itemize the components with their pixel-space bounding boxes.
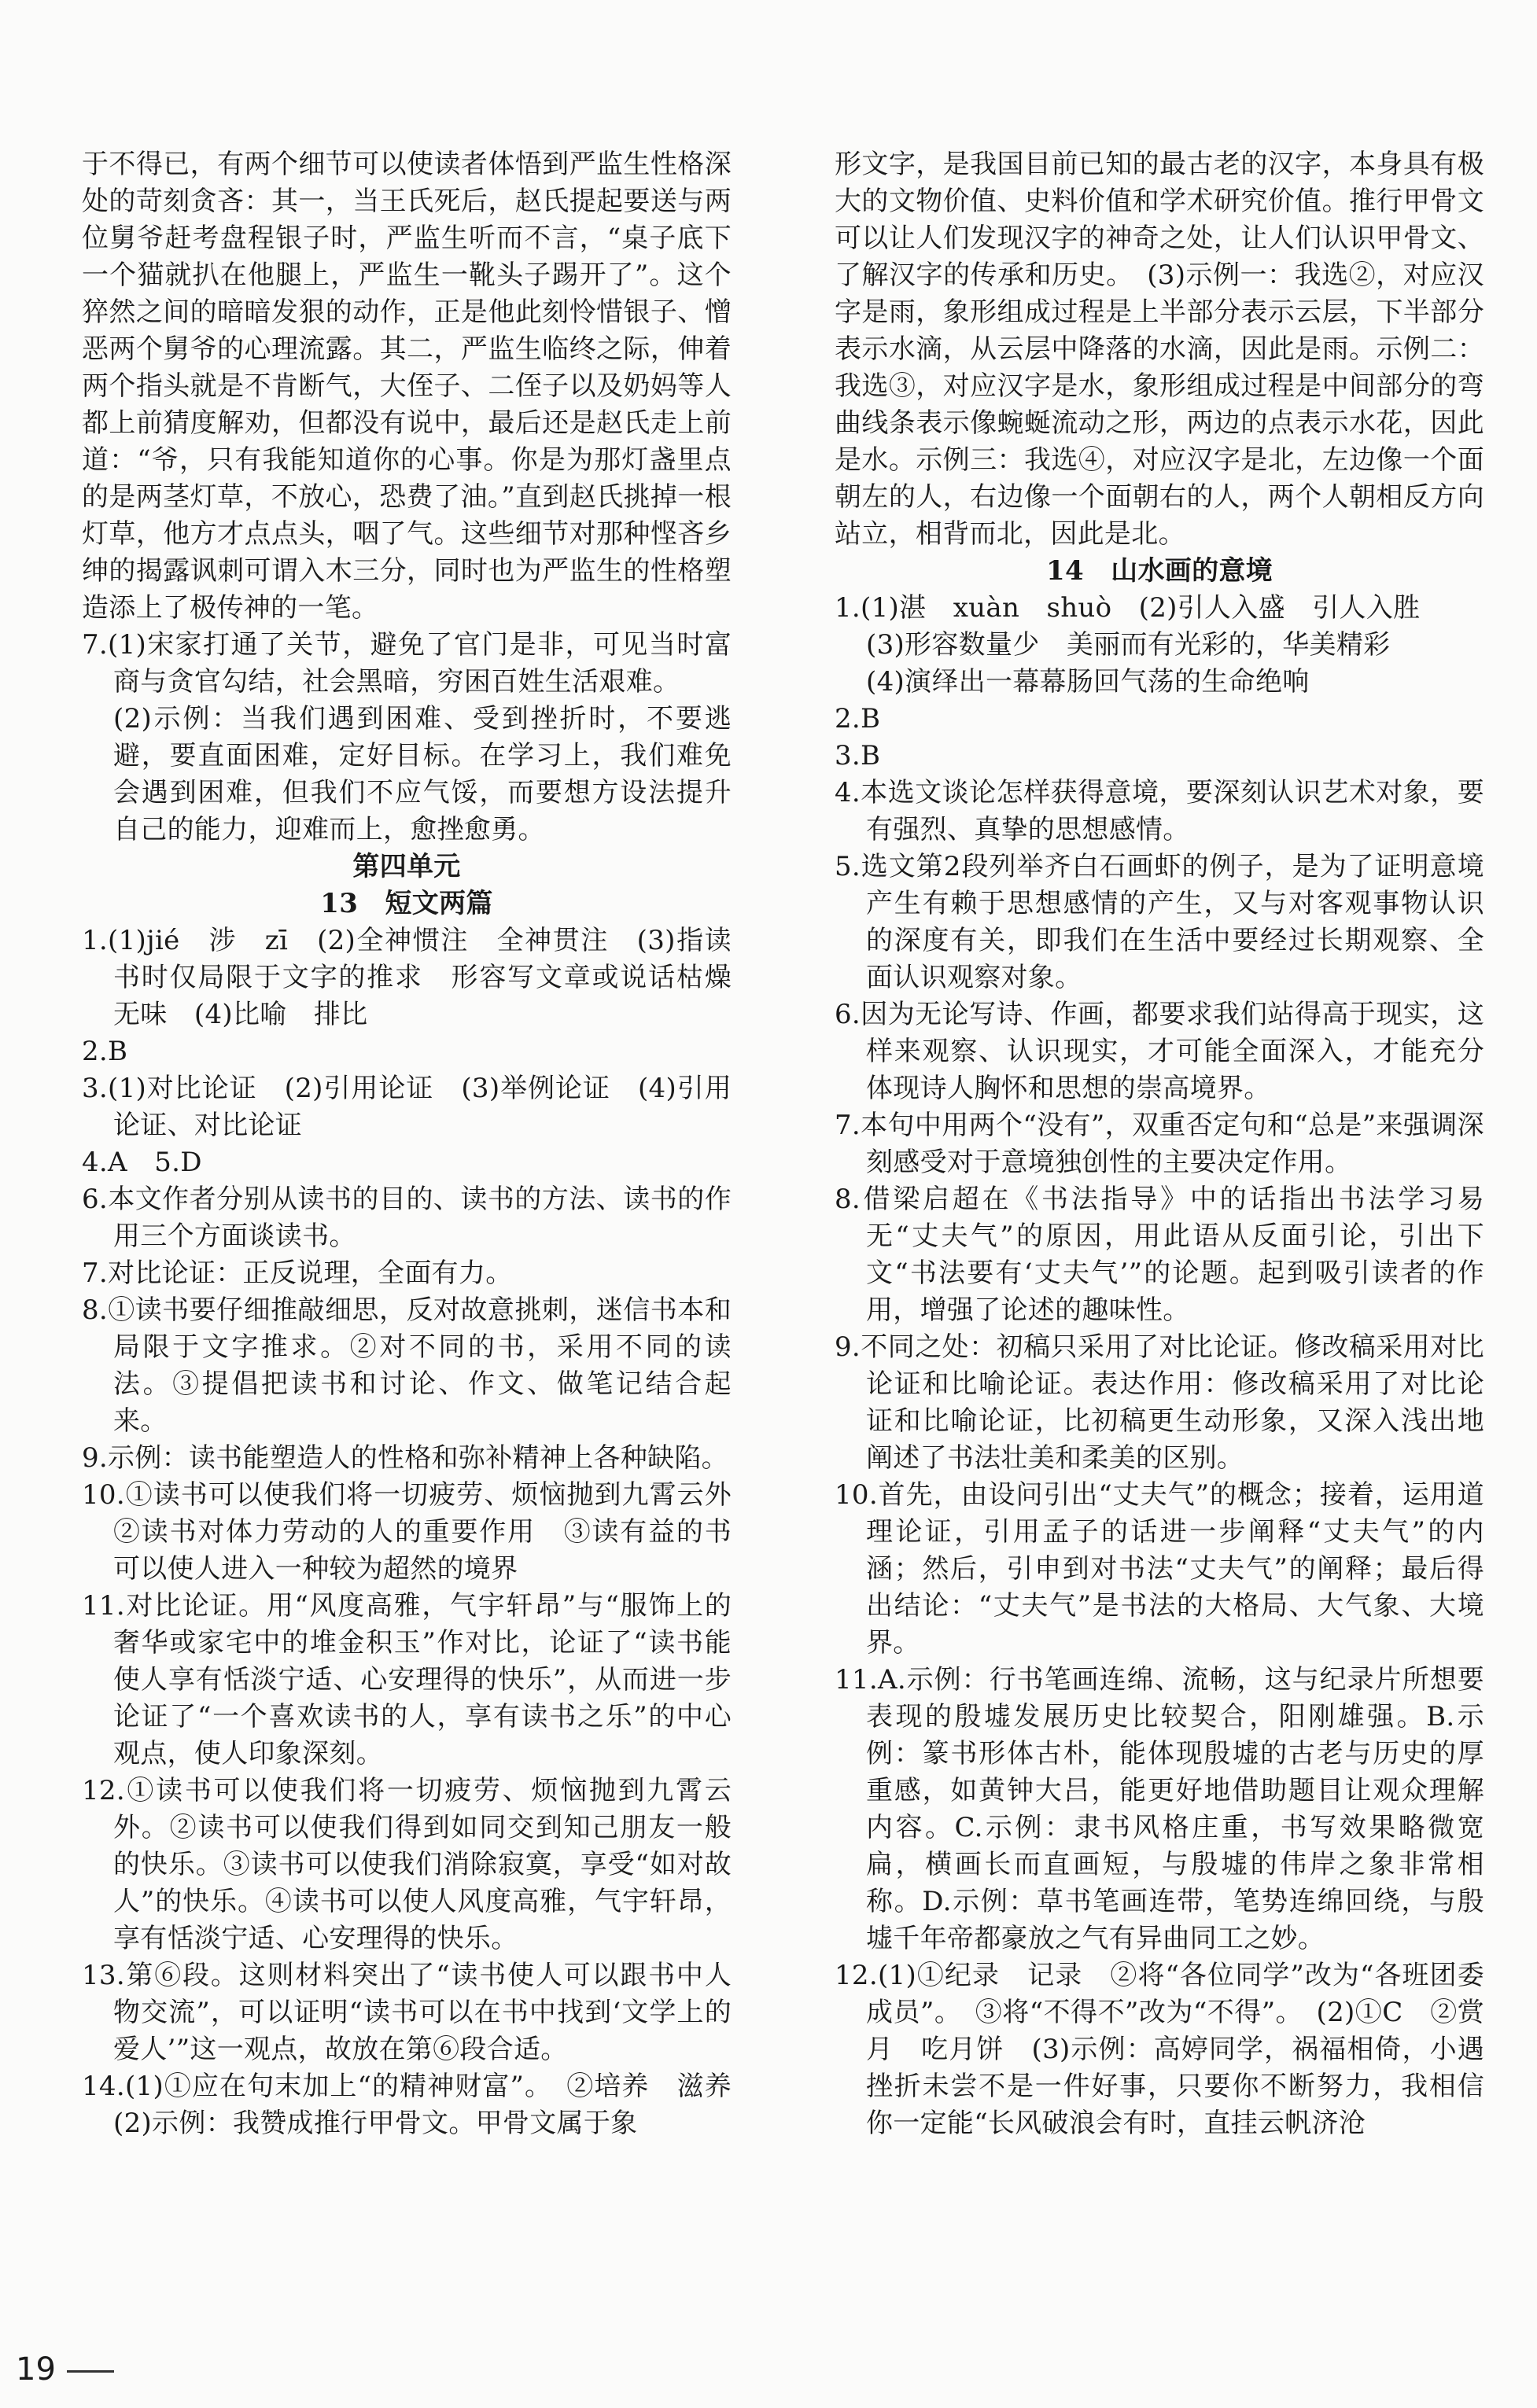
section-title: 13 短文两篇 <box>320 888 493 919</box>
answer-paragraph: 7.本句中用两个“没有”，双重否定句和“总是”来强调深刻感受对于意境独创性的主要决定作用。 <box>835 1110 1484 1178</box>
answer-paragraph: 14.(1)①应在句末加上“的精神财富”。 ②培养 滋养 (2)示例：我赞成推行甲骨文。甲骨文属于象 <box>82 2071 759 2139</box>
answer-paragraph: 12.①读书可以使我们将一切疲劳、烦恼抛到九霄云外。②读书可以使我们得到如同交到知己朋友一般的快乐。③读书可以使我们消除寂寞，享受“如对故人”的快乐。④读书可以使人风度高雅，气宇轩昂，享有恬淡宁适、心安理得的快乐。 <box>82 1775 732 1954</box>
answer-paragraph: 13.第⑥段。这则材料突出了“读书使人可以跟书中人物交流”，可以证明“读书可以在书中找到‘文学上的爱人’”这一观点，故放在第⑥段合适。 <box>82 1960 732 2065</box>
answer-paragraph: 形文字，是我国目前已知的最古老的汉字，本身具有极大的文物价值、史料价值和学术研究价值。推行甲骨文可以让人们发现汉字的神奇之处，让人们认识甲骨文、了解汉字的传承和历史。 (3)示例一：我选②，对应汉字是雨，象形组成过程是上半部分表示云层，下半部分表示水滴，从云层中降落的水滴，因此是雨。示例二：我选③，对应汉字是水，象形组成过程是中间部分的弯曲线条表示像蜿蜒流动之形，两边的点表示水花，因此是水。示例三：我选④，对应汉字是北，左边像一个面朝左的人，右边像一个面朝右的人，两个人朝相反方向站立，相背而北，因此是北。 <box>835 149 1484 550</box>
answer-paragraph: 1.(1)jié 涉 zī (2)全神惯注 全神贯注 (3)指读书时仅局限于文字的推求 形容写文章或说话枯燥无味 (4)比喻 排比 <box>82 925 732 1030</box>
answer-paragraph: 10.首先，由设问引出“丈夫气”的概念；接着，运用道理论证，引用孟子的话进一步阐释“丈夫气”的内涵；然后，引申到对书法“丈夫气”的阐释；最后得出结论：“丈夫气”是书法的大格局、大气象、大境界。 <box>835 1479 1484 1659</box>
section-title: 14 山水画的意境 <box>1045 555 1273 587</box>
answer-paragraph: 12.(1)①纪录 记录 ②将“各位同学”改为“各班团委成员”。 ③将“不得不”改为“不得”。 (2)①C ②赏月 吃月饼 (3)示例：高婷同学，祸福相倚，小遇挫折未尝不是一件好事，只要你不断努力，我相信你一定能“长风破浪会有时，直挂云帆济沧 <box>835 1960 1484 2139</box>
answer-paragraph: 于不得已，有两个细节可以使读者体悟到严监生性格深处的苛刻贪吝：其一，当王氏死后，赵氏提起要送与两位舅爷赶考盘程银子时，严监生听而不言，“桌子底下一个猫就扒在他腿上，严监生一靴头子踢开了”。这个猝然之间的暗暗发狠的动作，正是他此刻怜惜银子、憎恶两个舅爷的心理流露。其二，严监生临终之际，伸着两个指头就是不肯断气，大侄子、二侄子以及奶妈等人都上前猜度解劝，但都没有说中，最后还是赵氏走上前道：“爷，只有我能知道你的心事。你是为那灯盏里点的是两茎灯草，不放心，恐费了油。”直到赵氏挑掉一根灯草，他方才点点头，咽了气。这些细节对那种悭吝乡绅的揭露讽刺可谓入木三分，同时也为严监生的性格塑造添上了极传神的一笔。 <box>82 149 732 624</box>
answer-paragraph: (3)形容数量少 美丽而有光彩的，华美精彩 <box>866 629 1391 661</box>
answer-paragraph: 6.因为无论写诗、作画，都要求我们站得高于现实，这样来观察、认识现实，才可能全面深入，才能充分体现诗人胸怀和思想的崇高境界。 <box>835 999 1484 1104</box>
answer-paragraph: 11.A.示例：行书笔画连绵、流畅，这与纪录片所想要表现的殷墟发展历史比较契合，阳刚雄强。B.示例：篆书形体古朴，能体现殷墟的古老与历史的厚重感，如黄钟大吕，能更好地借助题目让观众理解内容。C.示例：隶书风格庄重，书写效果略微宽扁，横画长而直画短，与殷墟的伟岸之象非常相称。D.示例：草书笔画连带，笔势连绵回绕，与殷墟千年帝都豪放之气有异曲同工之妙。 <box>835 1664 1484 1954</box>
answer-paragraph: 4.A 5.D <box>82 1147 202 1178</box>
answer-paragraph: 2.B <box>835 703 881 735</box>
answer-paragraph: 1.(1)湛 xuàn shuò (2)引人入盛 引人入胜 <box>835 592 1421 624</box>
answer-paragraph: 3.(1)对比论证 (2)引用论证 (3)举例论证 (4)引用论证、对比论证 <box>82 1073 732 1141</box>
answer-paragraph: 5.选文第2段列举齐白石画虾的例子，是为了证明意境产生有赖于思想感情的产生，又与对客观事物认识的深度有关，即我们在生活中要经过长期观察、全面认识观察对象。 <box>835 851 1484 993</box>
answer-paragraph: 9.不同之处：初稿只采用了对比论证。修改稿采用对比论证和比喻论证。表达作用：修改稿采用了对比论证和比喻论证，比初稿更生动形象，又深入浅出地阐述了书法壮美和柔美的区别。 <box>835 1331 1484 1474</box>
answer-paragraph: 9.示例：读书能塑造人的性格和弥补精神上各种缺陷。 <box>82 1442 728 1474</box>
left-column <box>82 146 759 2142</box>
answer-paragraph: 7.(1)宋家打通了关节，避免了官门是非，可见当时富商与贪官勾结，社会黑暗，穷困百姓生活艰难。 <box>82 629 732 698</box>
answer-paragraph: 10.①读书可以使我们将一切疲劳、烦恼抛到九霄云外 ②读书对体力劳动的人的重要作用 ③读有益的书可以使人进入一种较为超然的境界 <box>82 1479 759 1585</box>
answer-paragraph: 7.对比论证：正反说理，全面有力。 <box>82 1257 513 1289</box>
answer-paragraph: 2.B <box>82 1036 128 1067</box>
answer-paragraph: (4)演绎出一幕幕肠回气荡的生命绝响 <box>866 666 1310 698</box>
answer-paragraph: 11.对比论证。用“风度高雅，气宇轩昂”与“服饰上的奢华或家宅中的堆金积玉”作对比，论证了“读书能使人享有恬淡宁适、心安理得的快乐”，从而进一步论证了“一个喜欢读书的人，享有读书之乐”的中心观点，使人印象深刻。 <box>82 1590 732 1769</box>
answer-paragraph: 4.本选文谈论怎样获得意境，要深刻认识艺术对象，要有强烈、真挚的思想感情。 <box>835 777 1484 845</box>
answer-paragraph: (2)示例：当我们遇到困难、受到挫折时，不要逃避，要直面困难，定好目标。在学习上，我们难免会遇到困难，但我们不应气馁，而要想方设法提升自己的能力，迎难而上，愈挫愈勇。 <box>113 703 732 845</box>
answer-paragraph: 8.①读书要仔细推敲细思，反对故意挑刺，迷信书本和局限于文字推求。②对不同的书，采用不同的读法。③提倡把读书和讨论、作文、做笔记结合起来。 <box>82 1294 732 1437</box>
page-number: 19 <box>16 2351 114 2388</box>
answer-paragraph: 3.B <box>835 740 881 771</box>
answer-paragraph: 6.本文作者分别从读书的目的、读书的方法、读书的作用三个方面谈读书。 <box>82 1184 732 1252</box>
right-column <box>835 146 1484 2142</box>
section-title: 第四单元 <box>352 851 461 882</box>
answer-paragraph: 8.借梁启超在《书法指导》中的话指出书法学习易无“丈夫气”的原因，用此语从反面引论，引出下文“书法要有‘丈夫气’”的论题。起到吸引读者的作用，增强了论述的趣味性。 <box>835 1184 1484 1326</box>
